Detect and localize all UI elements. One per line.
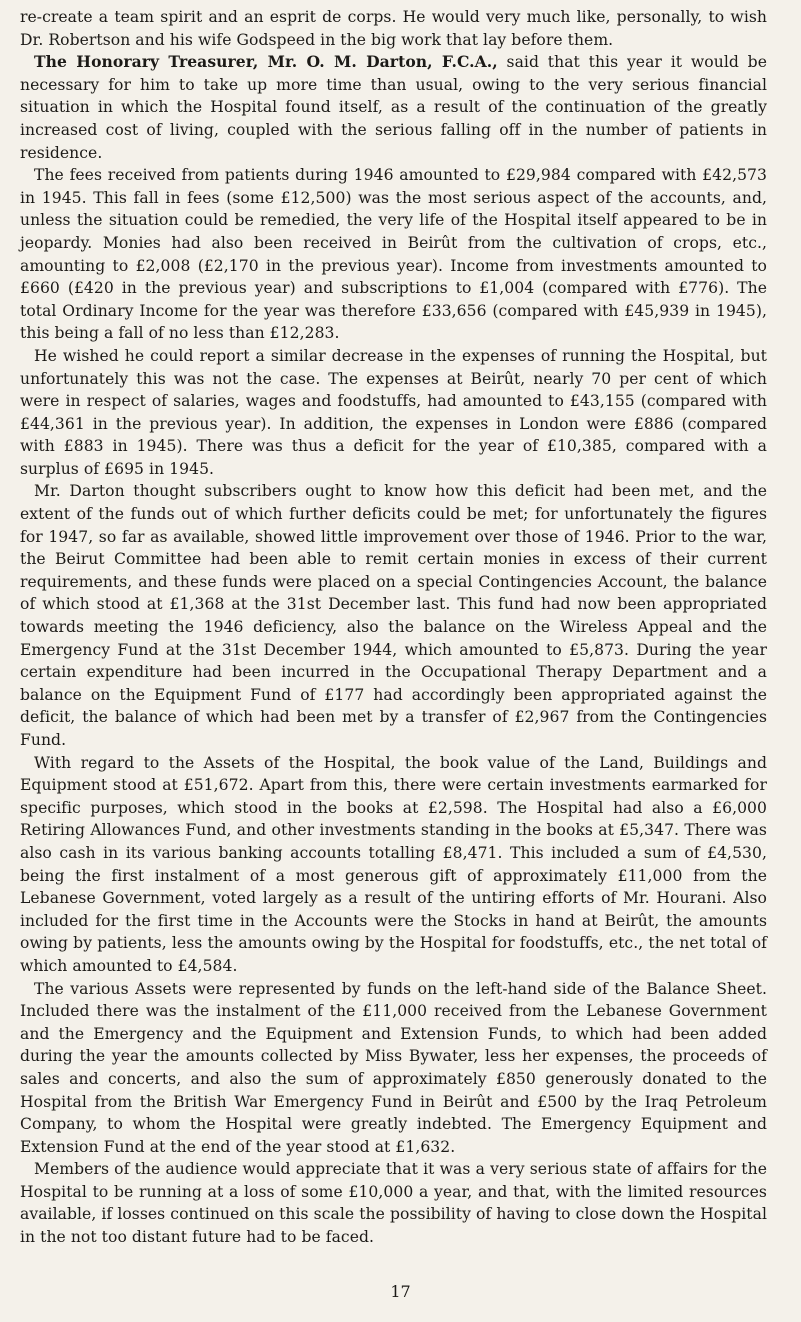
paragraph-conclusion — [20, 1158, 767, 1248]
paragraph-text: Mr. Darton thought subscribers ought to know how this deficit had been met, and the extent of the funds out of which further deficits could be met; for unfortunately the figures for 1947, so far as available, showed little improvement over those of 1946. Prior to the war, the Beirut Committee had been able to remit certain monies in excess of their current requirements, and these funds were placed on a special Contingencies Account, the balance of which stood at £1,368 at the 31st December last. This fund had now been appropriated towards meeting the 1946 deficiency, also the balance on the Wireless Appeal and the Emergency Fund at the 31st December 1944, which amounted to £5,873. During the year certain expenditure had been incurred in the Occupational Therapy Department and a balance on the Equipment Fund of £177 had accordingly been appropriated against the deficit, the balance of which had been met by a transfer of £2,967 from the Contingencies Fund. — [20, 482, 767, 749]
paragraph-treasurer-report — [20, 51, 767, 164]
speaker-name: The Honorary Treasurer, Mr. O. M. Darton, F.C.A., — [34, 52, 498, 72]
paragraph-expenses — [20, 345, 767, 481]
paragraph-deficit — [20, 480, 767, 751]
paragraph-text: Members of the audience would appreciate that it was a very serious state of affairs for the Hospital to be running at a loss of some £10,000 a year, and that, with the limited resources available, if losses continued on this scale the possibility of having to close down the Hospital in the not too distant future had to be faced. — [20, 1160, 767, 1247]
paragraph-text: re-create a team spirit and an esprit de corps. He would very much like, personally, to wish Dr. Robertson and his wife Godspeed in the big work that lay before them. — [20, 8, 767, 49]
paragraph-continuation — [20, 2, 767, 51]
paragraph-text: The fees received from patients during 1946 amounted to £29,984 compared with £42,573 in 1945. This fall in fees (some £12,500) was the most serious aspect of the accounts, and, unless the situation could be remedied, the very life of the Hospital itself appeared to be in jeopardy. Monies had also been received in Beirût from the cultivation of crops, etc., amounting to £2,008 (£2,170 in the previous year). Income from investments amounted to £660 (£420 in the previous year) and subscriptions to £1,004 (compared with £776). The total Ordinary Income for the year was therefore £33,656 (compared with £45,939 in 1945), this being a fall of no less than £12,283. — [20, 166, 767, 343]
paragraph-text: He wished he could report a similar decrease in the expenses of running the Hospital, but unfortunately this was not the case. The expenses at Beirût, nearly 70 per cent of which were in respect of salaries, wages and foodstuffs, had amounted to £43,155 (compared with £44,361 in the previous year). In addition, the expenses in London were £886 (compared with £883 in 1945). There was thus a deficit for the year of £10,385, compared with a surplus of £695 in 1945. — [20, 346, 767, 478]
paragraph-fees — [20, 164, 767, 345]
paragraph-text: said that this year it would be necessary for him to take up more time than usual, owing to the very serious financial situation in which the Hospital found itself, as a result of the continuation of the greatly increased cost of living, coupled with the serious falling off in the number of patients in residence. — [20, 53, 767, 162]
paragraph-text: The various Assets were represented by funds on the left-hand side of the Balance Sheet. Included there was the instalment of the £11,000 received from the Lebanese Government and the Emergency and the Equipment and Extension Funds, to which had been added during the year the amounts collected by Miss Bywater, less her expenses, the proceeds of sales and concerts, and also the sum of approximately £850 generously donated to the Hospital from the British War Emergency Fund in Beirût and £500 by the Iraq Petroleum Company, to whom the Hospital were greatly indebted. The Emergency Equipment and Extension Fund at the end of the year stood at £1,632. — [20, 979, 767, 1156]
paragraph-balance-sheet — [20, 978, 767, 1159]
paragraph-text: With regard to the Assets of the Hospital, the book value of the Land, Buildings and Equipment stood at £51,672. Apart from this, there were certain investments earmarked for specific purposes, which stood in the books at £2,598. The Hospital had also a £6,000 Retiring Allowances Fund, and other investments standing in the books at £5,347. There was also cash in its various banking accounts totalling £8,471. This included a sum of £4,530, being the first instalment of a most generous gift of approximately £11,000 from the Lebanese Government, voted largely as a result of the untiring efforts of Mr. Hourani. Also included for the first time in the Accounts were the Stocks in hand at Beirût, the amounts owing by patients, less the amounts owing by the Hospital for foodstuffs, etc., the net total of which amounted to £4,584. — [20, 753, 767, 975]
paragraph-assets — [20, 752, 767, 978]
page-number: 17 — [390, 1282, 411, 1301]
